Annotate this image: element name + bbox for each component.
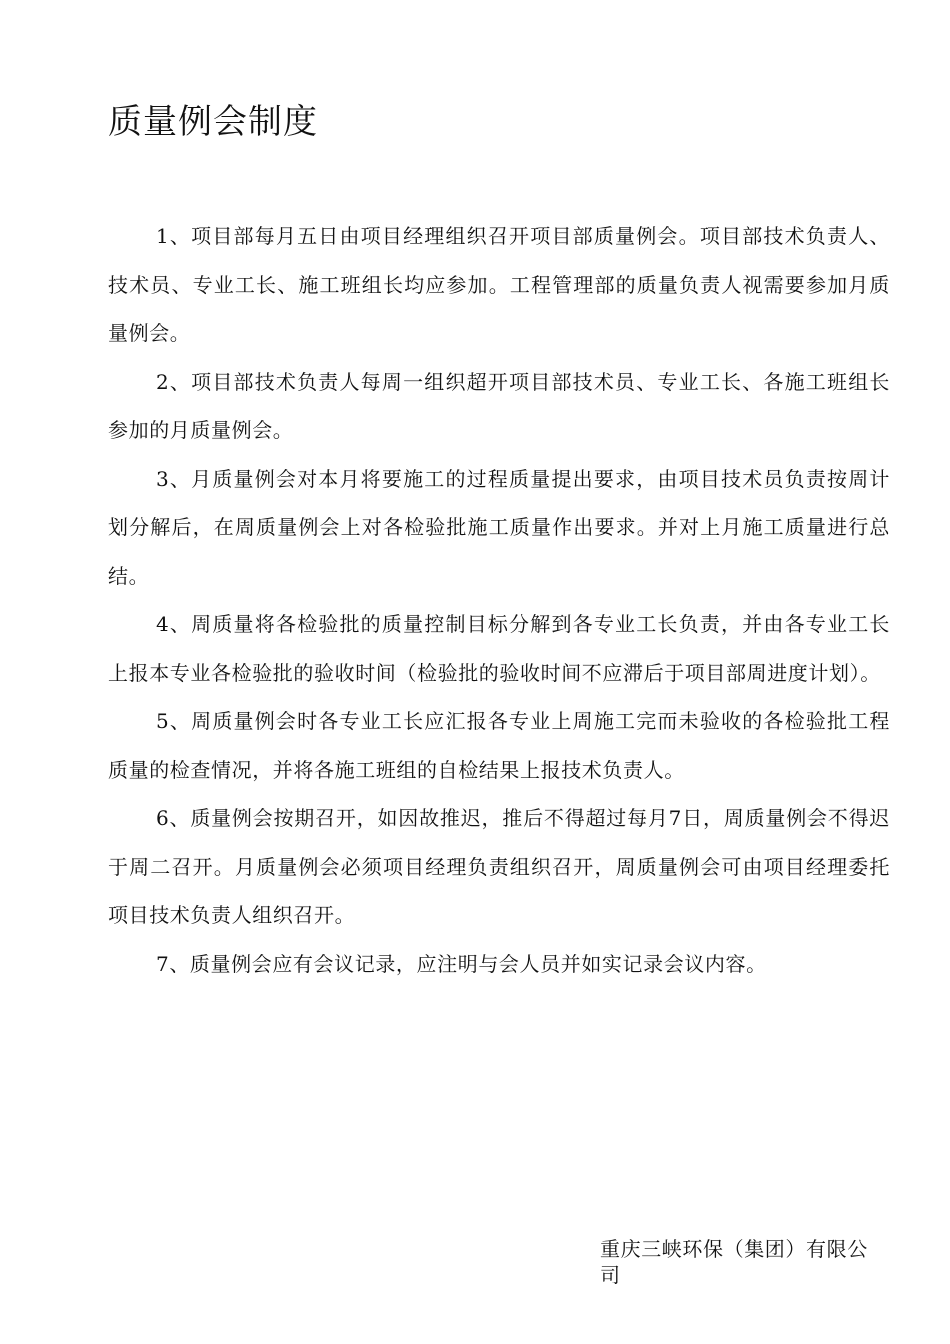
document-title: 质量例会制度 — [108, 102, 318, 142]
paragraph-3: 3、月质量例会对本月将要施工的过程质量提出要求，由项目技术员负责按周计划分解后，在周质量例会上对各检验批施工质量作出要求。并对上月施工质量进行总结。 — [108, 466, 890, 588]
paragraph-2: 2、项目部技术负责人每周一组织超开项目部技术员、专业工长、各施工班组长参加的月质量例会。 — [108, 369, 890, 442]
paragraph-4: 4、周质量将各检验批的质量控制目标分解到各专业工长负责，并由各专业工长上报本专业各检验批的验收时间（检验批的验收时间不应滞后于项目部周进度计划）。 — [108, 612, 890, 685]
paragraph-5: 5、周质量例会时各专业工长应汇报各专业上周施工完而未验收的各检验批工程质量的检查情况，并将各施工班组的自检结果上报技术负责人。 — [108, 709, 890, 782]
paragraph-6: 6、质量例会按期召开，如因故推迟，推后不得超过每月7日，周质量例会不得迟于周二召开。月质量例会必须项目经理负责组织召开，周质量例会可由项目经理委托项目技术负责人组织召开。 — [108, 806, 890, 927]
document-body — [108, 212, 890, 988]
paragraph-7: 7、质量例会应有会议记录，应注明与会人员并如实记录会议内容。 — [156, 951, 767, 976]
paragraph-1: 1、项目部每月五日由项目经理组织召开项目部质量例会。项目部技术负责人、技术员、专业工长、施工班组长均应参加。工程管理部的质量负责人视需要参加月质量例会。 — [108, 224, 890, 345]
company-signature: 重庆三峡环保（集团）有限公司 — [600, 1237, 868, 1287]
